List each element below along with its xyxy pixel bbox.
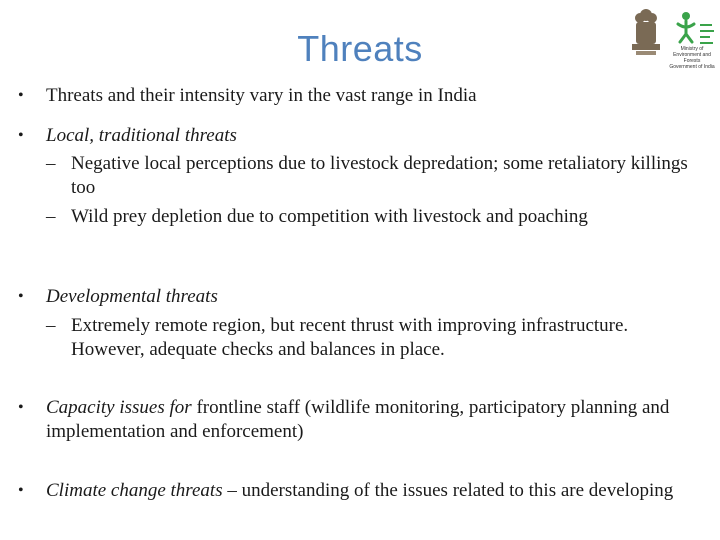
bullet-item — [18, 396, 700, 444]
bullet-heading: Capacity issues — [46, 397, 165, 418]
subbullet-item — [46, 314, 700, 362]
bullet-heading: Developmental threats — [46, 286, 218, 307]
dash-icon: – — [46, 206, 56, 227]
logo-caption-line1: Ministry of Environment and Forests — [673, 46, 711, 64]
bullet-icon: • — [18, 127, 24, 144]
bullet-item — [18, 479, 700, 503]
mascot-icon — [678, 12, 694, 42]
logo-caption-line2: Government of India — [669, 64, 715, 70]
bullet-text: – understanding of the issues related to this are developing — [222, 480, 674, 501]
dash-icon: – — [46, 315, 56, 336]
subbullet-item — [46, 205, 700, 229]
subbullet-text: Extremely remote region, but recent thrust with improving infrastructure. However, adequate checks and balances in place. — [71, 315, 629, 360]
subbullet-item — [46, 152, 700, 200]
bullet-heading: Local, traditional threats — [46, 125, 237, 146]
page-title: Threats — [297, 28, 423, 69]
subbullet-text: Wild prey depletion due to competition with livestock and poaching — [71, 206, 588, 227]
dash-icon: – — [46, 153, 56, 174]
bullet-item — [18, 285, 700, 309]
bullet-icon: • — [18, 288, 24, 305]
bullet-icon: • — [18, 482, 24, 499]
bullet-heading: Climate change threats — [46, 480, 223, 501]
national-emblem-icon — [632, 9, 660, 55]
bullet-item — [18, 124, 700, 148]
bullet-connector: for — [164, 397, 192, 418]
bullet-text: Threats and their intensity vary in the vast range in India — [46, 85, 477, 106]
bullet-text: frontline staff (wildlife monitoring, participatory planning and implementation and enforcement) — [46, 397, 670, 442]
bullet-item — [18, 84, 700, 108]
bullet-icon: • — [18, 399, 24, 416]
subbullet-text: Negative local perceptions due to livestock depredation; some retaliatory killings too — [71, 153, 688, 198]
bullet-icon: • — [18, 87, 24, 104]
logo-caption — [666, 46, 718, 70]
